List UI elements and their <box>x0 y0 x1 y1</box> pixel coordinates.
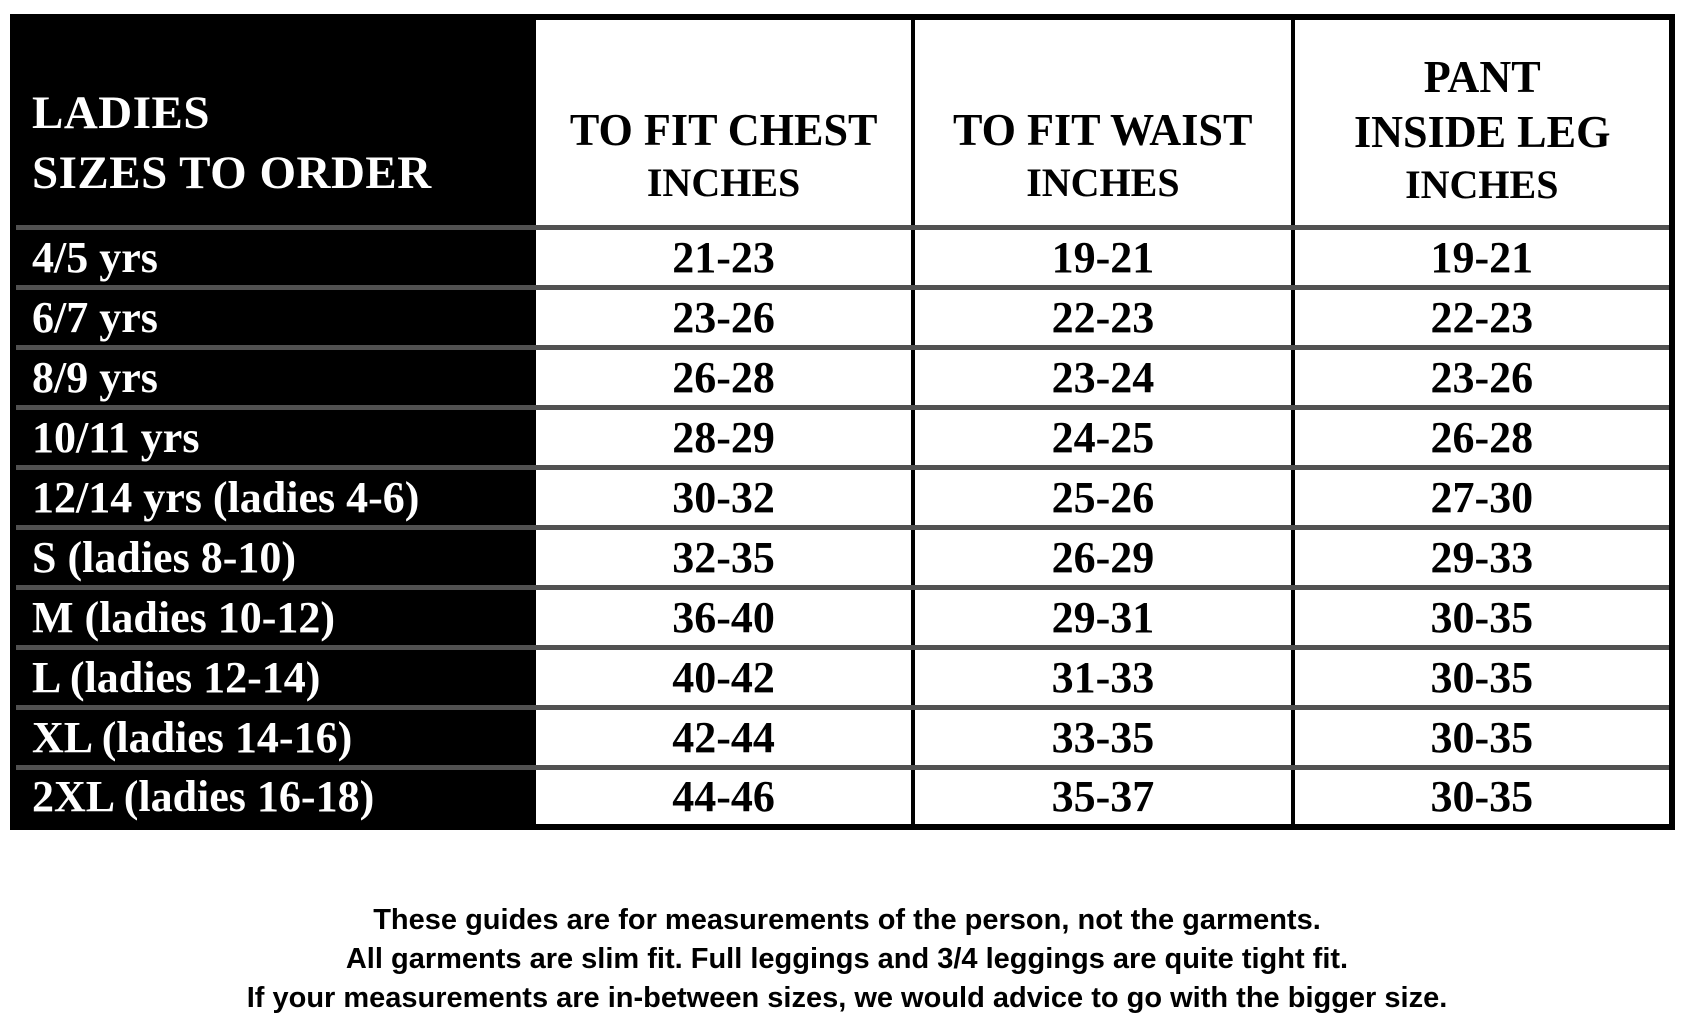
header-inside-leg <box>1293 17 1672 227</box>
header-leg-units: INCHES <box>1405 161 1559 207</box>
leg-value: 19-21 <box>1293 227 1672 287</box>
size-label: S (ladies 8-10) <box>13 527 534 587</box>
chest-value: 21-23 <box>534 227 913 287</box>
size-table-row <box>13 407 1672 467</box>
chest-value: 30-32 <box>534 467 913 527</box>
header-pant-label: PANT <box>1423 50 1541 102</box>
chest-value: 36-40 <box>534 587 913 647</box>
size-label: XL (ladies 14-16) <box>13 707 534 767</box>
size-table-row <box>13 647 1672 707</box>
header-waist-label: TO FIT WAIST <box>953 103 1253 155</box>
leg-value: 22-23 <box>1293 287 1672 347</box>
size-label: L (ladies 12-14) <box>13 647 534 707</box>
size-table-row <box>13 467 1672 527</box>
chest-value: 42-44 <box>534 707 913 767</box>
size-table-row <box>13 347 1672 407</box>
size-label: 6/7 yrs <box>13 287 534 347</box>
header-chest-units: INCHES <box>646 159 801 205</box>
size-label: 4/5 yrs <box>13 227 534 287</box>
waist-value: 22-23 <box>913 287 1292 347</box>
chest-value: 23-26 <box>534 287 913 347</box>
size-label: 2XL (ladies 16-18) <box>13 767 534 827</box>
waist-value: 33-35 <box>913 707 1292 767</box>
note-line-1: These guides are for measurements of the person, not the garments. <box>373 904 1321 936</box>
waist-value: 24-25 <box>913 407 1292 467</box>
size-table-row <box>13 527 1672 587</box>
leg-value: 30-35 <box>1293 587 1672 647</box>
size-chart-header <box>13 17 1672 227</box>
size-table-row <box>13 287 1672 347</box>
chest-value: 44-46 <box>534 767 913 827</box>
chest-value: 26-28 <box>534 347 913 407</box>
header-waist-units: INCHES <box>1026 159 1180 205</box>
header-sizes-to-order <box>13 17 534 227</box>
waist-value: 35-37 <box>913 767 1292 827</box>
header-chest-label: TO FIT CHEST <box>569 103 878 155</box>
waist-value: 25-26 <box>913 467 1292 527</box>
measurement-notes <box>0 901 1694 1018</box>
header-ladies-label: LADIES <box>32 86 211 139</box>
waist-value: 19-21 <box>913 227 1292 287</box>
size-label: 8/9 yrs <box>13 347 534 407</box>
leg-value: 29-33 <box>1293 527 1672 587</box>
header-chest <box>534 17 913 227</box>
size-table-row <box>13 227 1672 287</box>
waist-value: 29-31 <box>913 587 1292 647</box>
leg-value: 26-28 <box>1293 407 1672 467</box>
size-table-body <box>13 227 1672 827</box>
waist-value: 23-24 <box>913 347 1292 407</box>
waist-value: 26-29 <box>913 527 1292 587</box>
leg-value: 30-35 <box>1293 767 1672 827</box>
leg-value: 27-30 <box>1293 467 1672 527</box>
note-line-2: All garments are slim fit. Full leggings and 3/4 leggings are quite tight fit. <box>345 943 1349 975</box>
header-row <box>13 17 1672 227</box>
size-table-row <box>13 587 1672 647</box>
size-table-row <box>13 707 1672 767</box>
leg-value: 23-26 <box>1293 347 1672 407</box>
note-line-3: If your measurements are in-between sizes, we would advice to go with the bigger size. <box>246 982 1448 1014</box>
header-sizes-label: SIZES TO ORDER <box>32 146 432 199</box>
chest-value: 40-42 <box>534 647 913 707</box>
chest-value: 32-35 <box>534 527 913 587</box>
chest-value: 28-29 <box>534 407 913 467</box>
header-waist <box>913 17 1292 227</box>
header-inside-leg-label: INSIDE LEG <box>1353 105 1611 157</box>
waist-value: 31-33 <box>913 647 1292 707</box>
leg-value: 30-35 <box>1293 647 1672 707</box>
size-label: M (ladies 10-12) <box>13 587 534 647</box>
ladies-size-chart <box>10 14 1675 830</box>
size-table-row <box>13 767 1672 827</box>
size-label: 10/11 yrs <box>13 407 534 467</box>
size-label: 12/14 yrs (ladies 4-6) <box>13 467 534 527</box>
leg-value: 30-35 <box>1293 707 1672 767</box>
